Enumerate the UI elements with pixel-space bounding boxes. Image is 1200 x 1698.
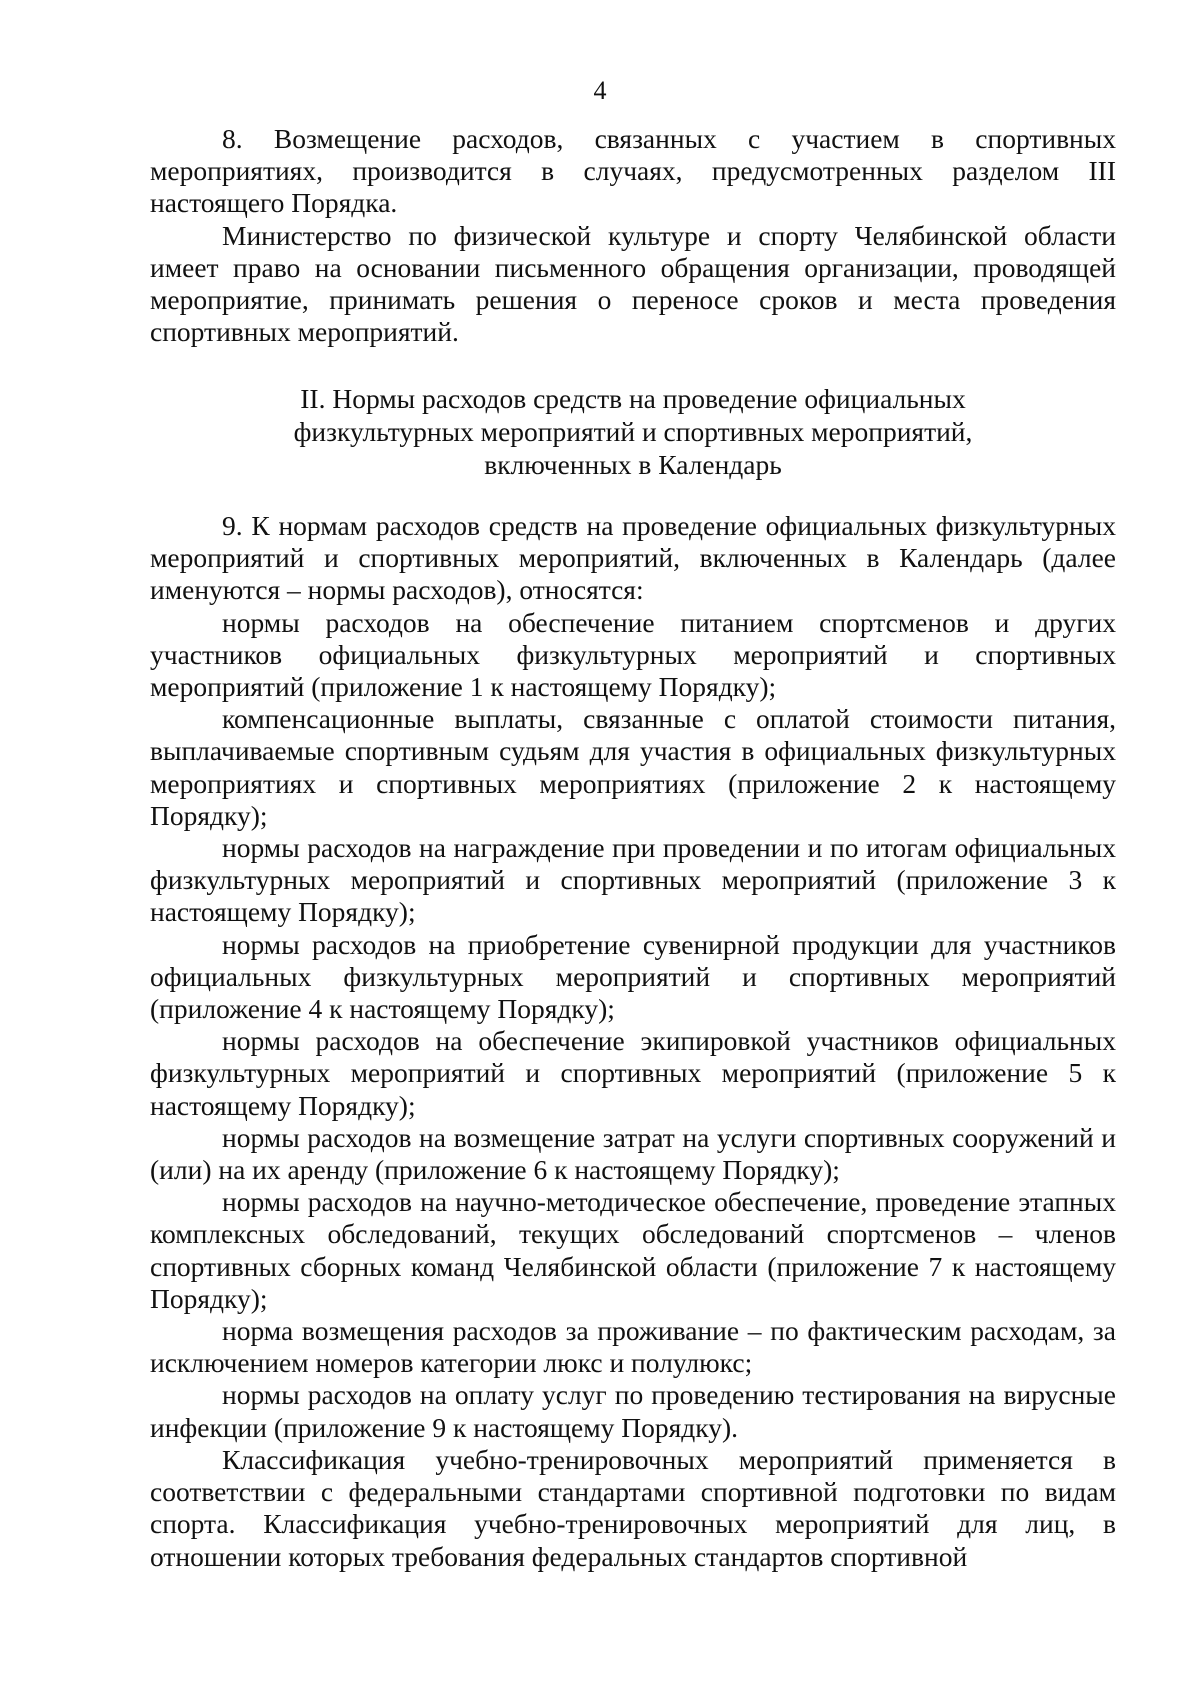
heading-line: II. Нормы расходов средств на проведение официальных (300, 383, 966, 414)
paragraph-8: 8. Возмещение расходов, связанных с участием в спортивных мероприятиях, производится в случаях, предусмотренных разделом III настоящего Порядка. (150, 123, 1116, 219)
list-item: нормы расходов на возмещение затрат на услуги спортивных сооружений и (или) на их аренду (приложение 6 к настоящему Порядку); (150, 1121, 1116, 1186)
paragraph-classification: Классификация учебно-тренировочных мероприятий применяется в соответствии с федеральными стандартами спортивной подготовки по видам спорта. Классификация учебно-тренировочных мероприятий для лиц, в отношении которых требования федеральных стандартов спортивной (150, 1443, 1116, 1572)
list-item: нормы расходов на приобретение сувенирной продукции для участников официальных физкультурных мероприятий и спортивных мероприятий (приложение 4 к настоящему Порядку); (150, 928, 1116, 1025)
section-2-heading (150, 382, 1116, 481)
heading-line: включенных в Календарь (484, 449, 782, 480)
heading-line: физкультурных мероприятий и спортивных мероприятий, (293, 416, 973, 447)
list-item: нормы расходов на научно-методическое обеспечение, проведение этапных комплексных обследований, текущих обследований спортсменов – членов спортивных сборных команд Челябинской области (приложение 7 к настоящему Порядку); (150, 1186, 1116, 1314)
list-item: нормы расходов на обеспечение питанием спортсменов и других участников официальных физкультурных мероприятий и спортивных мероприятий (приложение 1 к настоящему Порядку); (150, 606, 1116, 703)
paragraph-ministry-rights: Министерство по физической культуре и спорту Челябинской области имеет право на основании письменного обращения организации, проводящей мероприятие, принимать решения о переносе сроков и места проведения спортивных мероприятий. (150, 219, 1116, 348)
list-item: норма возмещения расходов за проживание – по фактическим расходам, за исключением номеров категории люкс и полулюкс; (150, 1315, 1116, 1379)
list-item: нормы расходов на обеспечение экипировкой участников официальных физкультурных мероприятий и спортивных мероприятий (приложение 5 к настоящему Порядку); (150, 1025, 1116, 1121)
section-1-text (150, 123, 1116, 348)
list-item: компенсационные выплаты, связанные с оплатой стоимости питания, выплачиваемые спортивным судьям для участия в официальных физкультурных мероприятиях и спортивных мероприятиях (приложение 2 к настоящему Порядку); (150, 703, 1116, 831)
list-item: нормы расходов на награждение при проведении и по итогам официальных физкультурных мероприятий и спортивных мероприятий (приложение 3 к настоящему Порядку); (150, 832, 1116, 928)
list-item: нормы расходов на оплату услуг по проведению тестирования на вирусные инфекции (приложение 9 к настоящему Порядку). (150, 1379, 1116, 1443)
section-2-text (150, 510, 1116, 1573)
page-number: 4 (593, 76, 607, 105)
paragraph-9: 9. К нормам расходов средств на проведение официальных физкультурных мероприятий и спортивных мероприятий, включенных в Календарь (далее именуются – нормы расходов), относятся: (150, 510, 1116, 606)
